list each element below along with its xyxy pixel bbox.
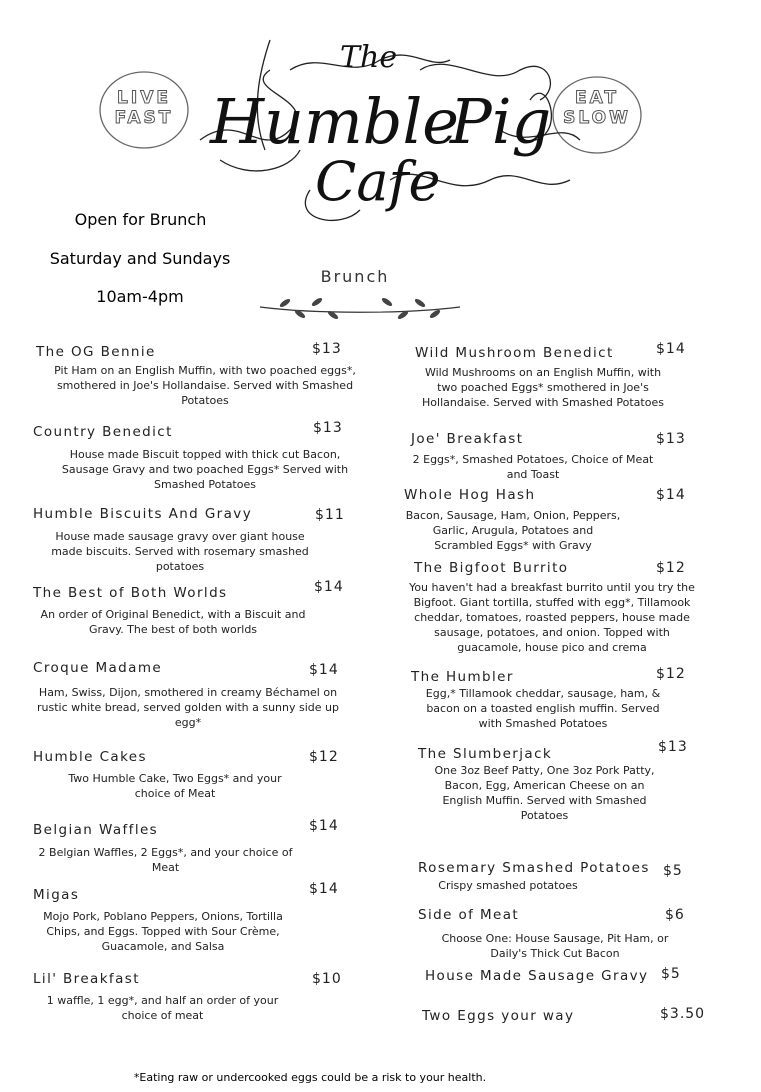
- menu-item-description: Crispy smashed potatoes: [438, 879, 578, 892]
- menu-item-description: House made Biscuit topped with thick cut Bacon, Sausage Gravy and two poached Eggs* Served with Smashed Potatoes: [61, 448, 349, 491]
- menu-item-price: $10: [312, 971, 342, 987]
- menu-item-price: $12: [656, 560, 686, 576]
- menu-item-name: The Bigfoot Burrito: [414, 560, 569, 576]
- menu-item-name: Country Benedict: [33, 424, 173, 440]
- menu-item-description: Two Humble Cake, Two Eggs* and your choice of Meat: [68, 772, 282, 800]
- menu-item-description: An order of Original Benedict, with a Biscuit and Gravy. The best of both worlds: [40, 608, 306, 636]
- menu-item-price: $12: [309, 749, 339, 765]
- menu-item-description: One 3oz Beef Patty, One 3oz Pork Patty, Bacon, Egg, American Cheese on an English Muffin. Served with Smashed Potatoes: [434, 764, 655, 822]
- logo-word-cafe: Cafe: [315, 150, 441, 213]
- menu-item-name: The Humbler: [411, 669, 514, 685]
- hours-line-2: Saturday and Sundays: [49, 249, 231, 268]
- menu-item-price: $14: [309, 818, 339, 834]
- logo-word-pig: Pig: [450, 85, 552, 158]
- menu-item-description: Bacon, Sausage, Ham, Onion, Peppers, Garlic, Arugula, Potatoes and Scrambled Eggs* with Gravy: [405, 509, 621, 552]
- menu-item-name: Humble Biscuits And Gravy: [33, 506, 253, 522]
- menu-item-name: House Made Sausage Gravy: [425, 968, 649, 984]
- menu-item-price: $13: [313, 420, 343, 436]
- logo-word-humble: Humble: [210, 85, 459, 158]
- menu-item-name: Side of Meat: [418, 907, 520, 923]
- eat-slow-badge: [561, 88, 633, 128]
- logo-word-the: The: [340, 40, 398, 75]
- menu-item-name: Whole Hog Hash: [404, 487, 536, 503]
- menu-item-name: The Slumberjack: [418, 746, 553, 762]
- badge-right-line2: SLOW: [563, 108, 631, 128]
- badge-left-line1: LIVE: [117, 88, 171, 108]
- menu-item-price: $14: [656, 487, 686, 503]
- menu-item-price: $14: [314, 579, 344, 595]
- menu-item-price: $12: [656, 666, 686, 682]
- menu-item-price: $13: [312, 341, 342, 357]
- menu-item-price: $5: [663, 863, 683, 879]
- menu-item-name: Lil' Breakfast: [33, 971, 140, 987]
- menu-item-description: 1 waffle, 1 egg*, and half an order of your choice of meat: [46, 994, 279, 1022]
- menu-item-price: $13: [656, 431, 686, 447]
- menu-item-description: You haven't had a breakfast burrito until you try the Bigfoot. Giant tortilla, stuffed with egg*, Tillamook cheddar, tomatoes, roasted peppers, house made sausage, potatoes, and onion. Topped with guacamole, house pico and crema: [409, 581, 695, 654]
- menu-item-price: $5: [661, 966, 681, 982]
- menu-item-price: $3.50: [660, 1006, 706, 1022]
- menu-item-name: Two Eggs your way: [422, 1008, 575, 1024]
- menu-item-name: Belgian Waffles: [33, 822, 159, 838]
- menu-item-price: $13: [658, 739, 688, 755]
- vine-divider-graphic: [255, 292, 465, 322]
- menu-item-description: Ham, Swiss, Dijon, smothered in creamy Béchamel on rustic white bread, served golden with a sunny side up egg*: [37, 686, 339, 729]
- menu-item-price: $11: [315, 507, 345, 523]
- menu-item-name: Migas: [33, 887, 80, 903]
- badge-left-line2: FAST: [114, 108, 174, 128]
- menu-item-name: Croque Madame: [33, 660, 163, 676]
- cafe-logo: [90, 30, 650, 240]
- menu-item-name: Humble Cakes: [33, 749, 147, 765]
- menu-item-description: Choose One: House Sausage, Pit Ham, or Daily's Thick Cut Bacon: [441, 932, 669, 960]
- menu-item-price: $14: [309, 662, 339, 678]
- menu-item-name: Joe' Breakfast: [411, 431, 524, 447]
- menu-item-price: $14: [309, 881, 339, 897]
- menu-item-description: Wild Mushrooms on an English Muffin, with two poached Eggs* smothered in Joe's Hollandaise. Served with Smashed Potatoes: [422, 366, 664, 409]
- menu-item-description: House made sausage gravy over giant house made biscuits. Served with rosemary smashed potatoes: [51, 530, 309, 573]
- menu-item-price: $6: [665, 907, 685, 923]
- hours-line-3: 10am-4pm: [96, 287, 184, 306]
- menu-item-description: Pit Ham on an English Muffin, with two poached eggs*, smothered in Joe's Hollandaise. Served with Smashed Potatoes: [54, 364, 356, 407]
- live-fast-badge: [109, 88, 179, 128]
- menu-item-name: The Best of Both Worlds: [33, 585, 228, 601]
- menu-item-description: Mojo Pork, Poblano Peppers, Onions, Tortilla Chips, and Eggs. Topped with Sour Crème, Guacamole, and Salsa: [43, 910, 283, 953]
- badge-right-line1: EAT: [574, 88, 620, 108]
- menu-item-description: 2 Eggs*, Smashed Potatoes, Choice of Meat and Toast: [412, 453, 654, 481]
- menu-item-name: Rosemary Smashed Potatoes: [418, 860, 650, 876]
- hours-line-1: Open for Brunch: [74, 210, 207, 229]
- menu-item-description: Egg,* Tillamook cheddar, sausage, ham, & bacon on a toasted english muffin. Served with Smashed Potatoes: [425, 687, 661, 730]
- section-title: Brunch: [320, 267, 390, 286]
- raw-egg-warning-footnote: *Eating raw or undercooked eggs could be a risk to your health.: [133, 1071, 487, 1084]
- menu-item-name: The OG Bennie: [36, 344, 156, 360]
- menu-item-name: Wild Mushroom Benedict: [415, 345, 614, 361]
- menu-item-description: 2 Belgian Waffles, 2 Eggs*, and your choice of Meat: [38, 846, 293, 874]
- menu-item-price: $14: [656, 341, 686, 357]
